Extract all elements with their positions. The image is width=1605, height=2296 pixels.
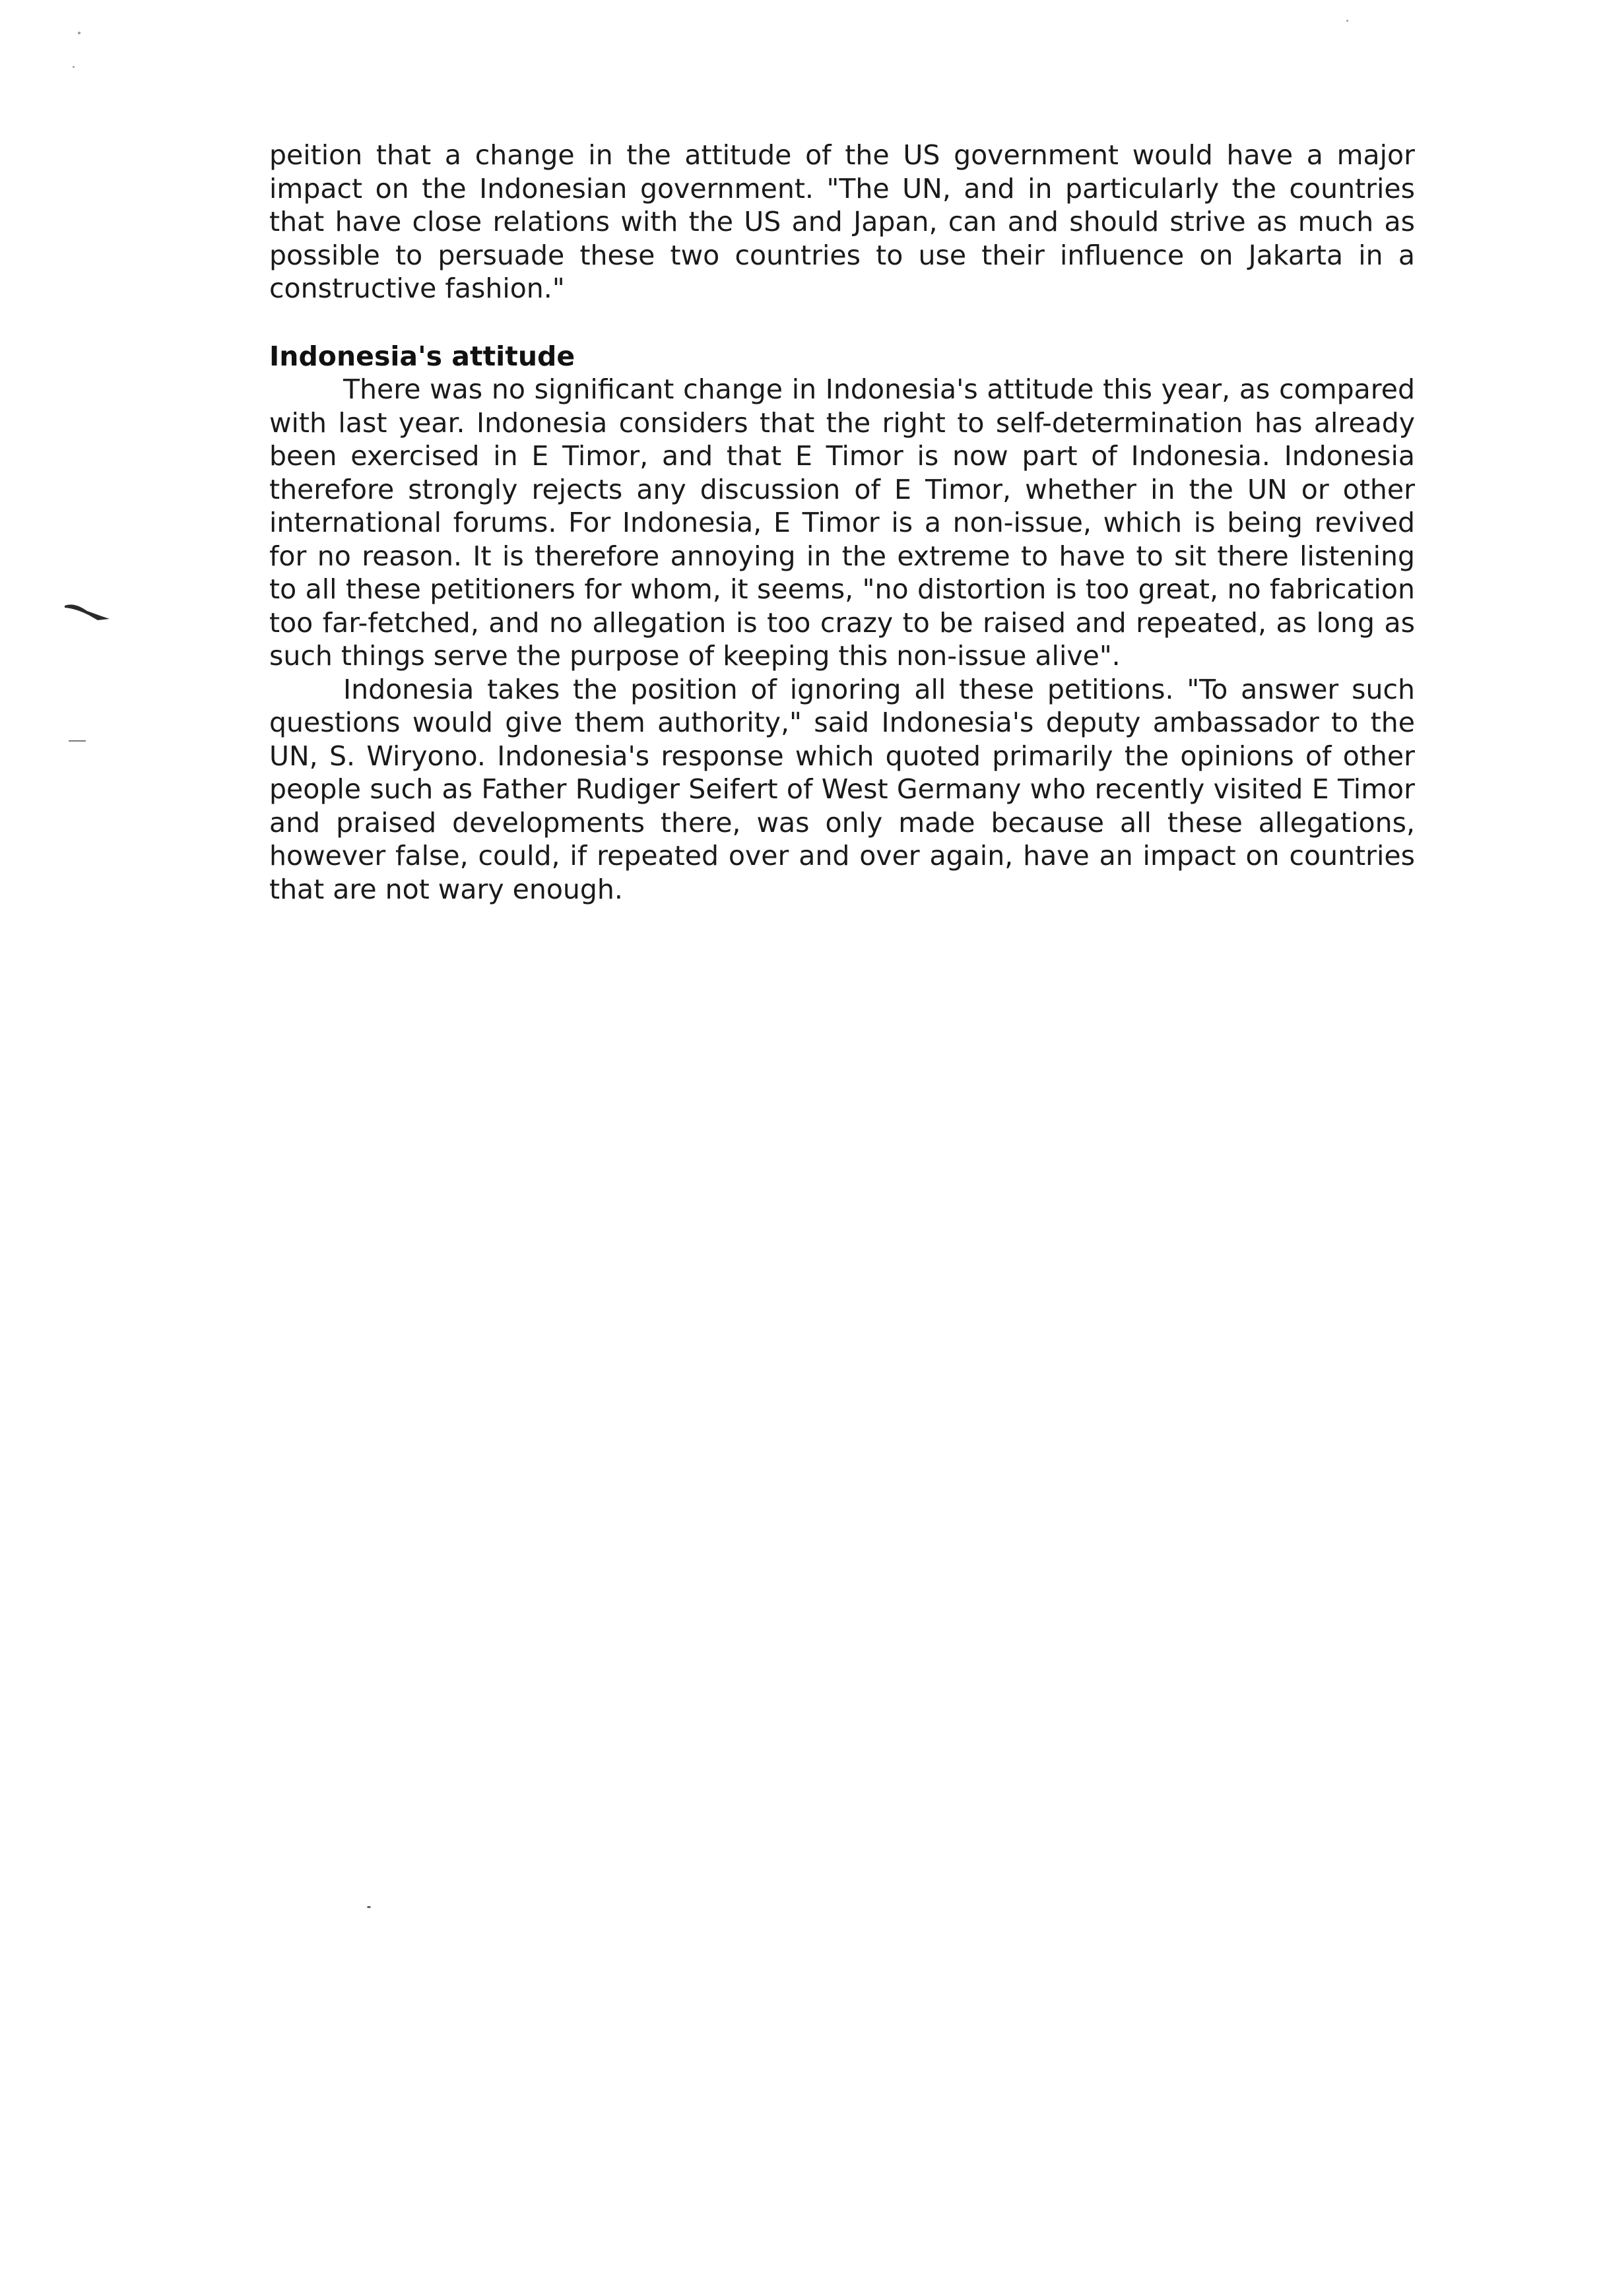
margin-speck <box>78 32 81 34</box>
document-body <box>269 139 1415 906</box>
body-paragraph-1: There was no significant change in Indonesia's attitude this year, as compared with last year. Indonesia considers that the right to self-determination has already been exercised in E Timor, and that E Timor is now part of Indonesia. Indonesia therefore strongly rejects any discussion of E Timor, whether in the UN or other international forums. For Indonesia, E Timor is a non-issue, which is being revived for no reason. It is therefore annoying in the extreme to have to sit there listening to all these petitioners for whom, it seems, "no distortion is too great, no fabrication too far-fetched, and no allegation is too crazy to be raised and repeated, as long as such things serve the purpose of keeping this non-issue alive". <box>269 373 1415 672</box>
margin-speck <box>367 1906 371 1908</box>
margin-speck <box>73 66 75 68</box>
body-paragraph-2: Indonesia takes the position of ignoring all these petitions. "To answer such questions would give them authority," said Indonesia's deputy ambassador to the UN, S. Wiryono. Indonesia's response which quoted primarily the opinions of other people such as Father Rudiger Seifert of West Germany who recently visited E Timor and praised developments there, was only made because all these allegations, however false, could, if repeated over and over again, have an impact on countries that are not wary enough. <box>269 673 1415 905</box>
section-heading: Indonesia's attitude <box>269 340 575 372</box>
margin-speck <box>1346 20 1348 22</box>
margin-scan-mark <box>63 602 112 624</box>
intro-paragraph: peition that a change in the attitude of the US government would have a major impact on the Indonesian government. "The UN, and in particularly the countries that have close relations with the US and Japan, can and should strive as much as possible to persuade these two countries to use their influence on Jakarta in a constructive fashion." <box>269 139 1415 304</box>
margin-dash-mark <box>69 740 86 742</box>
